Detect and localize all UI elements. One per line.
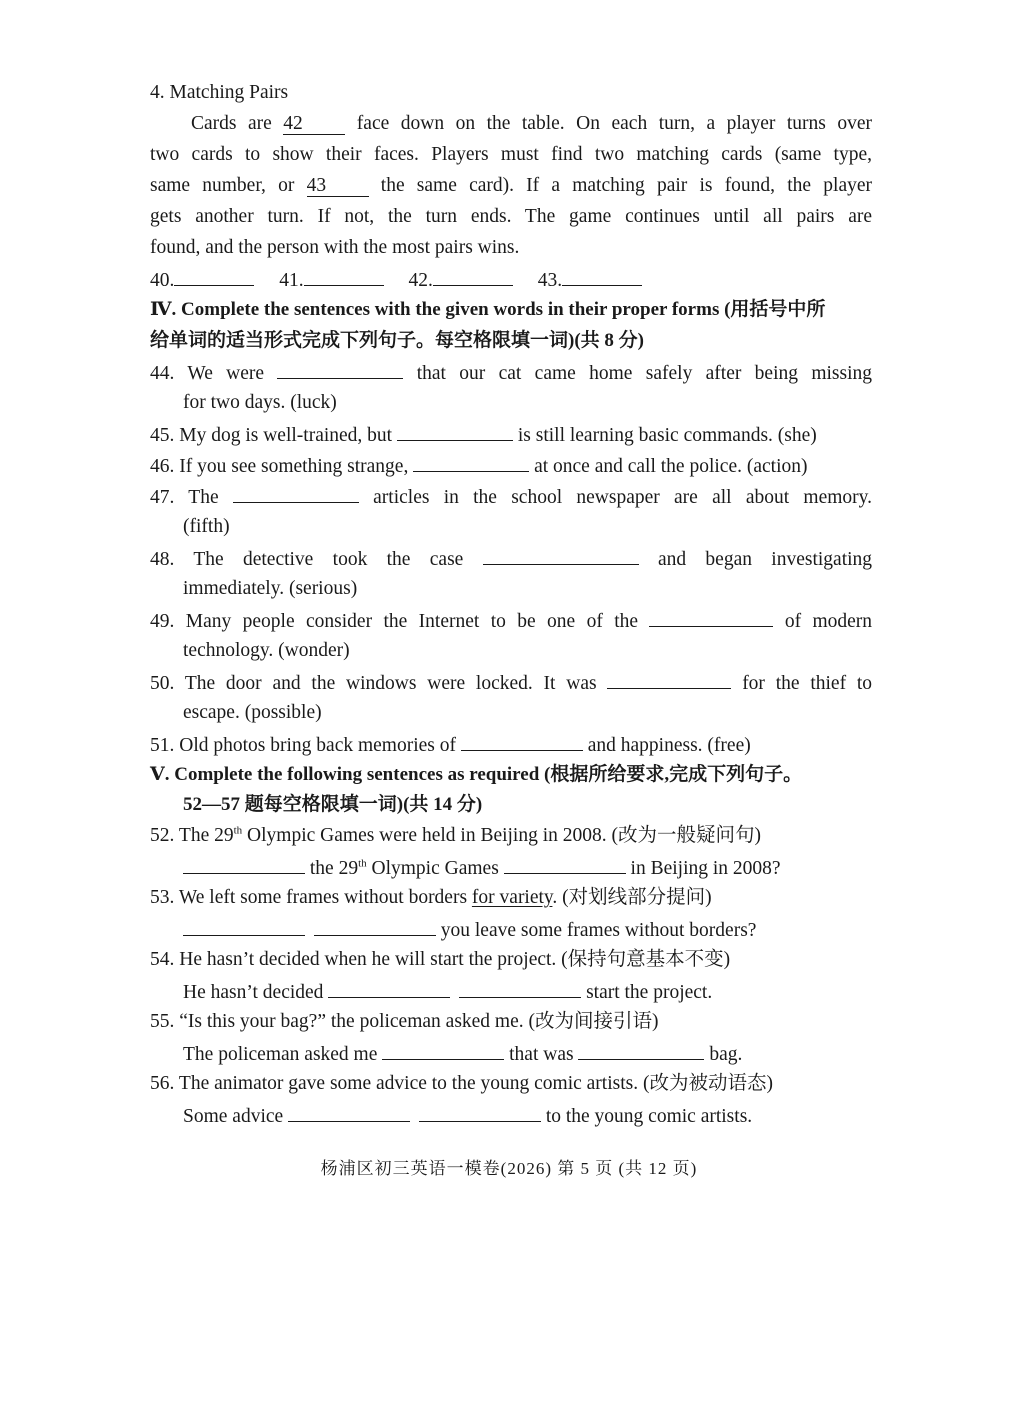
text: The bbox=[188, 487, 219, 508]
answer-blank-49[interactable] bbox=[649, 608, 773, 627]
text: escape. (possible) bbox=[183, 702, 322, 723]
question-45 bbox=[150, 422, 872, 448]
text: . (对划线部分提问) bbox=[552, 887, 712, 908]
answer-label-41: 41. bbox=[279, 270, 304, 291]
q-num: 55. bbox=[150, 1011, 175, 1032]
answer-blank-52a[interactable] bbox=[183, 855, 305, 874]
q-num: 44. bbox=[150, 363, 175, 384]
text: is still learning basic commands. (she) bbox=[517, 425, 817, 446]
text: We were bbox=[187, 363, 265, 384]
question-48-cont bbox=[183, 577, 872, 601]
q-num: 54. bbox=[150, 949, 175, 970]
answer-blank-47[interactable] bbox=[233, 484, 359, 503]
text: Ⅴ. Complete the following sentences as required (根据所给要求,完成下列句子。 bbox=[150, 764, 803, 785]
underlined-phrase: for variety bbox=[471, 887, 553, 908]
answer-blank-41[interactable] bbox=[304, 267, 384, 286]
question-54-answer-line bbox=[183, 979, 872, 1005]
question-49-cont bbox=[183, 639, 872, 663]
q-num: 45. bbox=[150, 425, 175, 446]
section-5-title-line-2 bbox=[183, 793, 872, 817]
answer-blank-44[interactable] bbox=[277, 360, 403, 379]
q-num: 52. bbox=[150, 825, 175, 846]
question-54 bbox=[150, 948, 872, 972]
text: bag. bbox=[709, 1044, 743, 1065]
text: you leave some frames without borders? bbox=[440, 920, 757, 941]
text: two cards to show their faces. Players must find two matching cards (same type, bbox=[150, 144, 872, 165]
question-53 bbox=[150, 886, 872, 910]
q-num: 51. bbox=[150, 735, 175, 756]
q-num: 49. bbox=[150, 611, 175, 632]
passage-line-3 bbox=[150, 174, 872, 198]
section-4-title-line-2 bbox=[150, 329, 872, 353]
answer-blank-52b[interactable] bbox=[504, 855, 626, 874]
text: for the thief to bbox=[742, 673, 873, 694]
question-47-cont bbox=[183, 515, 872, 539]
text: Olympic Games were held in Beijing in 2008. (改为一般疑问句) bbox=[247, 825, 762, 846]
text: the 29 bbox=[309, 858, 359, 879]
text: in Beijing in 2008? bbox=[630, 858, 781, 879]
passage-line-1 bbox=[150, 112, 872, 136]
text: Olympic Games bbox=[371, 858, 499, 879]
text: technology. (wonder) bbox=[183, 640, 350, 661]
q-num: 46. bbox=[150, 456, 175, 477]
text: He hasn’t decided bbox=[183, 982, 324, 1003]
answer-blank-45[interactable] bbox=[397, 422, 513, 441]
answer-blank-42[interactable] bbox=[433, 267, 513, 286]
question-44-cont bbox=[183, 391, 872, 415]
page-footer: 杨浦区初三英语一模卷(2026) 第 5 页 (共 12 页) bbox=[320, 1159, 698, 1178]
text: the same card). If a matching pair is found, the player bbox=[380, 175, 872, 196]
superscript: th bbox=[233, 824, 243, 837]
question-56-answer-line bbox=[183, 1103, 872, 1129]
passage-line-5 bbox=[150, 236, 872, 260]
text: Old photos bring back memories of bbox=[179, 735, 456, 756]
text: face down on the table. On each turn, a player turns over bbox=[356, 113, 872, 134]
text: Some advice bbox=[183, 1106, 284, 1127]
text: (fifth) bbox=[183, 516, 230, 537]
answer-blank-53b[interactable] bbox=[314, 917, 436, 936]
section-4-title-line-1 bbox=[150, 298, 872, 322]
text: The door and the windows were locked. It was bbox=[184, 673, 597, 694]
text: and began investigating bbox=[657, 549, 873, 570]
q-num: 53. bbox=[150, 887, 175, 908]
answer-blank-54a[interactable] bbox=[328, 979, 450, 998]
answer-label-42: 42. bbox=[408, 270, 433, 291]
text: 给单词的适当形式完成下列句子。每空格限填一词)(共 8 分) bbox=[150, 330, 644, 351]
question-55-answer-line bbox=[183, 1041, 872, 1067]
question-44 bbox=[150, 360, 872, 386]
question-55 bbox=[150, 1010, 872, 1034]
answer-blank-53a[interactable] bbox=[183, 917, 305, 936]
answer-blank-56a[interactable] bbox=[288, 1103, 410, 1122]
answer-blank-56b[interactable] bbox=[419, 1103, 541, 1122]
text: found, and the person with the most pairs wins. bbox=[150, 237, 520, 258]
passage-line-2 bbox=[150, 143, 872, 167]
superscript: th bbox=[358, 857, 367, 870]
text: articles in the school newspaper are all about memory. bbox=[373, 487, 873, 508]
text: If you see something strange, bbox=[179, 456, 409, 477]
text: for two days. (luck) bbox=[183, 392, 337, 413]
answer-blank-43[interactable] bbox=[562, 267, 642, 286]
question-52-answer-line bbox=[183, 855, 872, 881]
text: My dog is well-trained, but bbox=[179, 425, 393, 446]
text: to the young comic artists. bbox=[545, 1106, 753, 1127]
text: gets another turn. If not, the turn ends. The game continues until all pairs are bbox=[150, 206, 872, 227]
text: 52—57 题每空格限填一词)(共 14 分) bbox=[183, 794, 483, 815]
text: The 29 bbox=[178, 825, 234, 846]
section-5-title-line-1 bbox=[150, 763, 872, 787]
question-52 bbox=[150, 824, 872, 848]
answer-blank-55a[interactable] bbox=[382, 1041, 504, 1060]
text: “Is this your bag?” the policeman asked me. (改为间接引语) bbox=[179, 1011, 659, 1032]
text: The detective took the case bbox=[193, 549, 464, 570]
question-49 bbox=[150, 608, 872, 634]
text: Ⅳ. Complete the sentences with the given words in their proper forms (用括号中所 bbox=[150, 299, 826, 320]
answer-label-43: 43. bbox=[537, 270, 563, 291]
question-48 bbox=[150, 546, 872, 572]
text: same number, or bbox=[150, 175, 295, 196]
heading-text: 4. Matching Pairs bbox=[150, 82, 289, 103]
text: that was bbox=[509, 1044, 574, 1065]
question-50 bbox=[150, 670, 872, 696]
blank-43: 43 bbox=[307, 176, 369, 197]
text: He hasn’t decided when he will start the project. (保持句意基本不变) bbox=[179, 949, 731, 970]
text: and happiness. (free) bbox=[587, 735, 751, 756]
answer-blank-51[interactable] bbox=[461, 732, 583, 751]
text: The animator gave some advice to the young comic artists. (改为被动语态) bbox=[178, 1073, 773, 1094]
answer-blank-40[interactable] bbox=[174, 267, 254, 286]
text: that our cat came home safely after being missing bbox=[416, 363, 873, 384]
question-53-answer-line bbox=[183, 917, 872, 943]
question-50-cont bbox=[183, 701, 872, 725]
answer-blank-50[interactable] bbox=[607, 670, 731, 689]
text: Cards are bbox=[191, 113, 272, 134]
answer-blank-55b[interactable] bbox=[578, 1041, 704, 1060]
question-47 bbox=[150, 484, 872, 510]
text: Many people consider the Internet to be one of the bbox=[185, 611, 639, 632]
passage-heading bbox=[150, 81, 872, 105]
q-num: 48. bbox=[150, 549, 175, 570]
text: We left some frames without borders bbox=[178, 887, 468, 908]
q-num: 47. bbox=[150, 487, 175, 508]
text: start the project. bbox=[586, 982, 713, 1003]
question-51 bbox=[150, 732, 872, 758]
answer-blank-46[interactable] bbox=[413, 453, 529, 472]
q-num: 50. bbox=[150, 673, 175, 694]
text: immediately. (serious) bbox=[183, 578, 358, 599]
text: The policeman asked me bbox=[183, 1044, 378, 1065]
answer-row bbox=[150, 267, 872, 293]
answer-blank-54b[interactable] bbox=[459, 979, 581, 998]
answer-blank-48[interactable] bbox=[483, 546, 639, 565]
answer-label-40: 40. bbox=[150, 270, 175, 291]
blank-42: 42 bbox=[283, 114, 345, 135]
question-56 bbox=[150, 1072, 872, 1096]
text: at once and call the police. (action) bbox=[534, 456, 808, 477]
question-46 bbox=[150, 453, 872, 479]
passage-line-4 bbox=[150, 205, 872, 229]
text: of modern bbox=[784, 611, 873, 632]
q-num: 56. bbox=[150, 1073, 175, 1094]
